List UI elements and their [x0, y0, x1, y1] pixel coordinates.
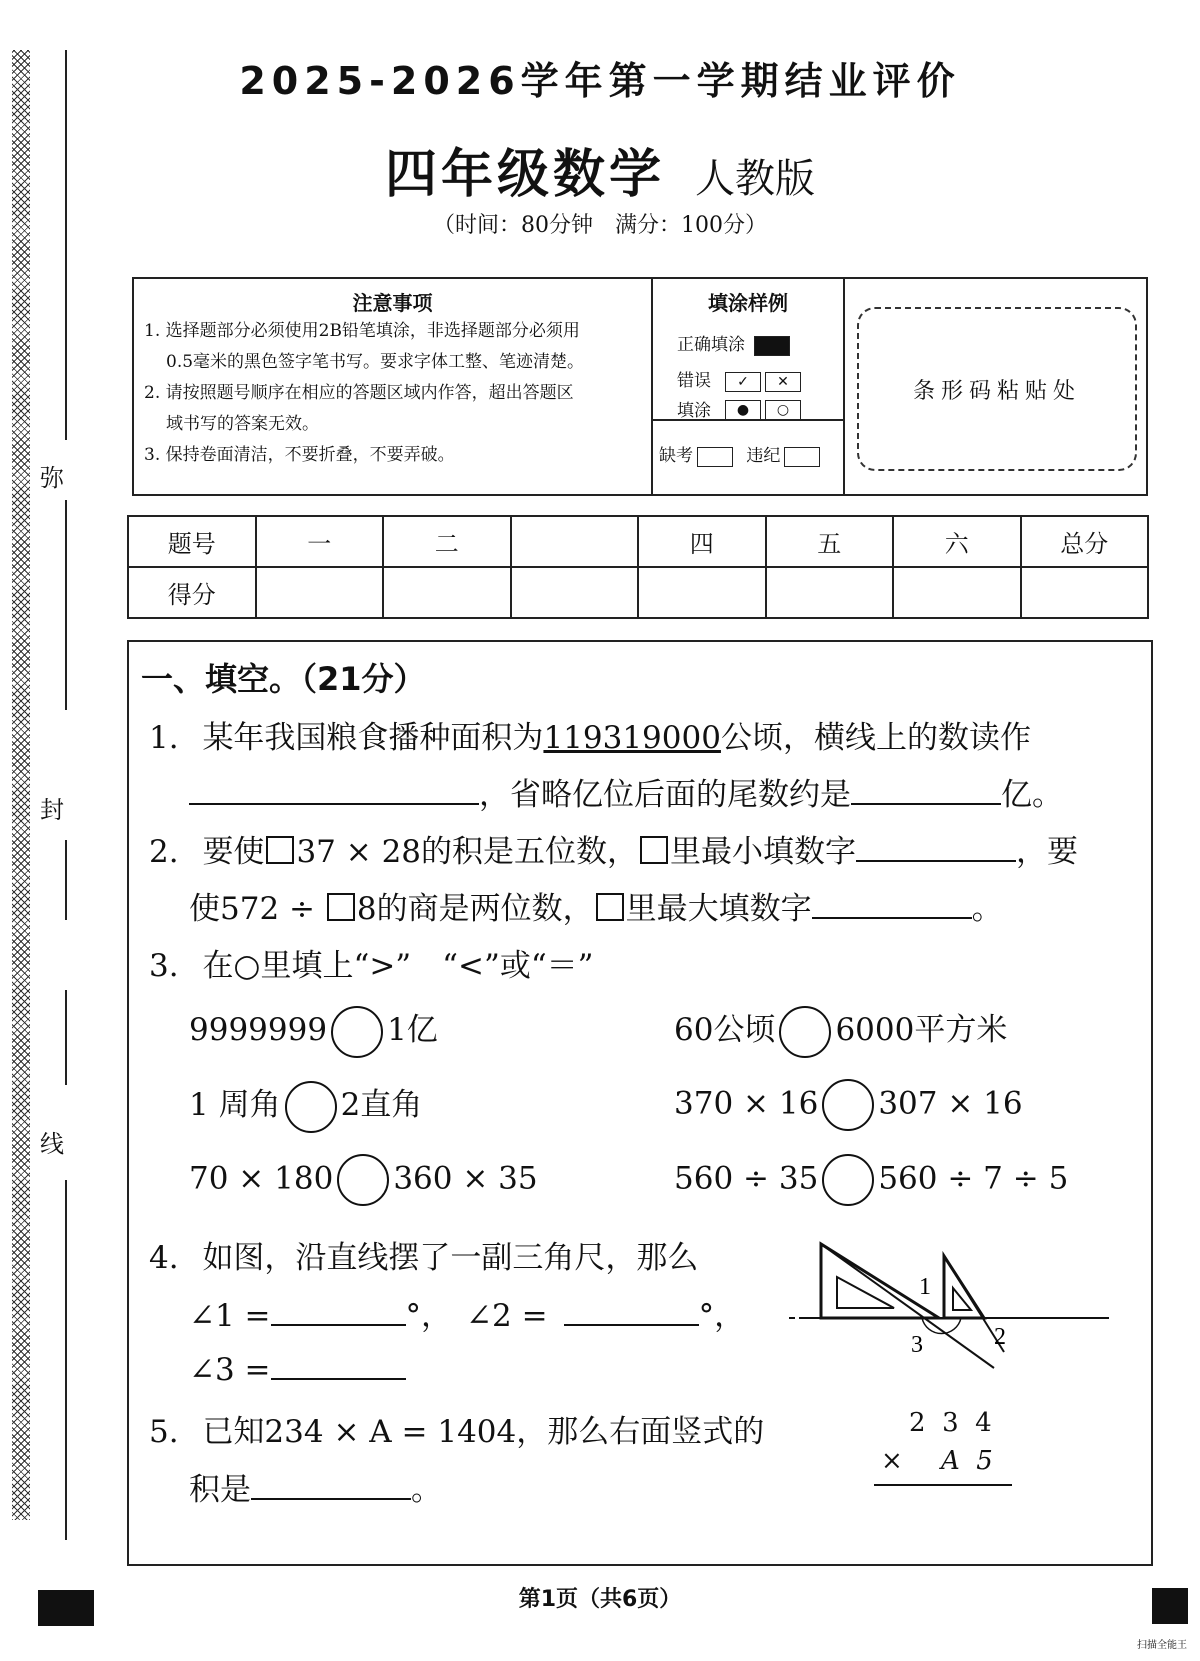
question-text: ，要 [1016, 834, 1079, 870]
section-title: 一、填空。（21分） [141, 660, 426, 698]
score-header: 总分 [1021, 516, 1149, 567]
compare-item [674, 1004, 1007, 1058]
question-3 [149, 940, 594, 985]
degree-sign: °， [698, 1298, 746, 1334]
barcode-placeholder: 条形码粘贴处 [857, 307, 1137, 471]
compare-circle[interactable] [331, 1006, 383, 1058]
question-text: 37 × 28的积是五位数， [296, 834, 639, 870]
question-text: 里最小填数字 [670, 834, 857, 870]
violation-label: 违纪 [746, 446, 781, 466]
compare-left: 60公顷 [674, 1012, 776, 1048]
compare-left: 70 × 180 [189, 1160, 334, 1197]
notice-item: 0.5毫米的黑色签字笔书写。要求字体工整、笔迹清楚。 [166, 352, 585, 372]
multiply-sign: × [881, 1446, 903, 1476]
absent-box[interactable] [697, 447, 733, 467]
angle-1-label: 1 [919, 1274, 931, 1300]
correct-fill-label: 正确填涂 [677, 335, 745, 355]
exam-info: （时间：80分钟 满分：100分） [433, 213, 767, 238]
notice-item: 域书写的答案无效。 [166, 414, 319, 434]
question-text: 如图，沿直线摆了一副三角尺，那么 [202, 1240, 699, 1276]
subject-line [0, 132, 1200, 207]
question-2 [149, 826, 1078, 871]
wrong-fill-label: 填涂 [677, 400, 711, 421]
compare-right: 560 ÷ 7 ÷ 5 [878, 1160, 1069, 1197]
question-4 [149, 1232, 698, 1277]
score-row-label: 得分 [128, 567, 256, 618]
question-1 [149, 712, 1031, 757]
seal-char-feng: 封 [40, 796, 64, 824]
corner-mark [1152, 1588, 1188, 1624]
underlined-number: 119319000 [543, 720, 721, 756]
compare-item [674, 1154, 1068, 1206]
angle-label: ∠2 = [466, 1298, 548, 1334]
score-cell[interactable] [256, 567, 384, 618]
check-box-icon: ✓ [725, 372, 761, 392]
seal-line [65, 840, 67, 920]
question-text: 。 [411, 1472, 442, 1508]
binding-strip [12, 50, 30, 1520]
seal-line [65, 990, 67, 1085]
score-cell[interactable] [893, 567, 1021, 618]
question-4-line3 [189, 1348, 406, 1388]
compare-right: 360 × 35 [393, 1160, 538, 1197]
sample-title: 填涂样例 [708, 291, 788, 315]
score-header: 一 [256, 516, 384, 567]
score-header: 四 [638, 516, 766, 567]
section-fill-blank [127, 640, 1153, 1566]
answer-blank[interactable] [812, 887, 972, 919]
seal-char-xian: 线 [40, 1130, 64, 1158]
vertical-top: 2 3 4 [909, 1408, 992, 1438]
question-text: 8的商是两位数， [356, 891, 594, 927]
question-text: 在○里填上“>” “<”或“＝” [202, 948, 594, 984]
score-cell[interactable] [383, 567, 511, 618]
question-text: 已知234 × A = 1404，那么右面竖式的 [202, 1414, 765, 1450]
answer-blank[interactable] [251, 1468, 411, 1500]
seal-line [65, 1180, 67, 1540]
angle-label: ∠3 = [189, 1352, 271, 1388]
score-cell[interactable] [511, 567, 639, 618]
compare-item [189, 1004, 438, 1058]
compare-right: 2直角 [340, 1087, 423, 1123]
page-footer: 第1页（共6页） [518, 1587, 682, 1612]
compare-left: 560 ÷ 35 [674, 1160, 819, 1197]
question-text: 。 [971, 891, 1003, 927]
notice-item: 3. 保持卷面清洁，不要折叠，不要弄破。 [144, 445, 455, 465]
score-table [127, 515, 1149, 619]
question-text: 里最大填数字 [625, 891, 812, 927]
question-number: 2. [149, 834, 179, 870]
compare-left: 9999999 [189, 1012, 328, 1048]
compare-item [674, 1079, 1023, 1131]
question-text: 某年我国粮食播种面积为 [202, 720, 544, 756]
dot-box-icon: ● [725, 400, 761, 420]
answer-blank[interactable] [189, 773, 479, 805]
violation-box[interactable] [784, 447, 820, 467]
notice-column [134, 279, 653, 494]
degree-sign: °， [405, 1298, 453, 1334]
answer-blank[interactable] [271, 1294, 406, 1326]
compare-item [189, 1154, 538, 1206]
question-text: 要使 [202, 834, 265, 870]
answer-blank[interactable] [851, 773, 1001, 805]
compare-right: 6000平方米 [835, 1012, 1008, 1048]
question-number: 4. [149, 1240, 179, 1276]
subject-title: 四年级数学 [384, 145, 665, 205]
edition: 人教版 [695, 156, 815, 202]
cross-box-icon: ✕ [765, 372, 801, 392]
question-2-line2 [189, 883, 1003, 928]
score-header: 六 [893, 516, 1021, 567]
score-cell[interactable] [638, 567, 766, 618]
question-number: 5. [149, 1414, 179, 1450]
answer-blank[interactable] [271, 1348, 406, 1380]
notice-item: 2. 请按照题号顺序在相应的答题区域内作答，超出答题区 [144, 383, 574, 403]
square-box-icon [266, 836, 294, 864]
filled-box-icon [754, 336, 790, 356]
answer-blank[interactable] [856, 830, 1016, 862]
square-box-icon [327, 893, 355, 921]
question-4-line2 [189, 1290, 745, 1335]
score-header: 五 [766, 516, 894, 567]
compare-right: 307 × 16 [878, 1085, 1023, 1122]
question-text: 积是 [189, 1472, 251, 1508]
compare-item [189, 1079, 422, 1133]
circle-box-icon: ○ [765, 400, 801, 420]
square-box-icon [596, 893, 624, 921]
square-box-icon [640, 836, 668, 864]
question-text: 公顷，横线上的数读作 [720, 720, 1031, 756]
angle-label: ∠1 = [189, 1298, 271, 1334]
question-5 [149, 1406, 764, 1451]
score-header: 题号 [128, 516, 256, 567]
compare-circle[interactable] [779, 1006, 831, 1058]
compare-circle[interactable] [337, 1154, 389, 1206]
compare-circle[interactable] [822, 1079, 874, 1131]
angle-3-label: 3 [911, 1332, 923, 1358]
compare-circle[interactable] [285, 1081, 337, 1133]
compare-right: 1亿 [387, 1012, 438, 1048]
notice-item: 1. 选择题部分必须使用2B铅笔填涂，非选择题部分必须用 [144, 321, 580, 341]
question-number: 1. [149, 720, 179, 756]
score-cell[interactable] [766, 567, 894, 618]
barcode-area [845, 279, 1146, 494]
notice-box [132, 277, 1148, 496]
exam-title: 2025-2026学年第一学期结业评价 [239, 59, 961, 103]
compare-circle[interactable] [822, 1154, 874, 1206]
triangle-rulers-figure [789, 1232, 1119, 1382]
scanner-watermark: 扫描全能王 [1137, 1640, 1187, 1651]
vertical-bottom: A 5 [941, 1446, 993, 1476]
score-header: 二 [383, 516, 511, 567]
question-text: 使572 ÷ [189, 891, 325, 927]
seal-char-mi: 弥 [40, 464, 64, 492]
wrong-fill-label: 错误 [677, 370, 711, 391]
question-text: 亿。 [1001, 777, 1063, 813]
seal-line [65, 500, 67, 710]
absent-label: 缺考 [659, 446, 693, 466]
question-text: ，省略亿位后面的尾数约是 [479, 777, 851, 813]
notice-title: 注意事项 [352, 291, 433, 315]
score-header [511, 516, 639, 567]
fill-sample [653, 279, 845, 494]
question-number: 3. [149, 948, 179, 984]
compare-left: 370 × 16 [674, 1085, 819, 1122]
answer-blank[interactable] [564, 1294, 699, 1326]
vertical-rule [874, 1484, 1012, 1486]
question-1-line2 [189, 769, 1063, 814]
question-5-line2 [189, 1464, 442, 1509]
corner-mark [38, 1590, 94, 1626]
score-cell[interactable] [1021, 567, 1149, 618]
seal-line [65, 50, 67, 440]
compare-left: 1 周角 [189, 1087, 281, 1123]
angle-2-label: 2 [994, 1324, 1006, 1350]
